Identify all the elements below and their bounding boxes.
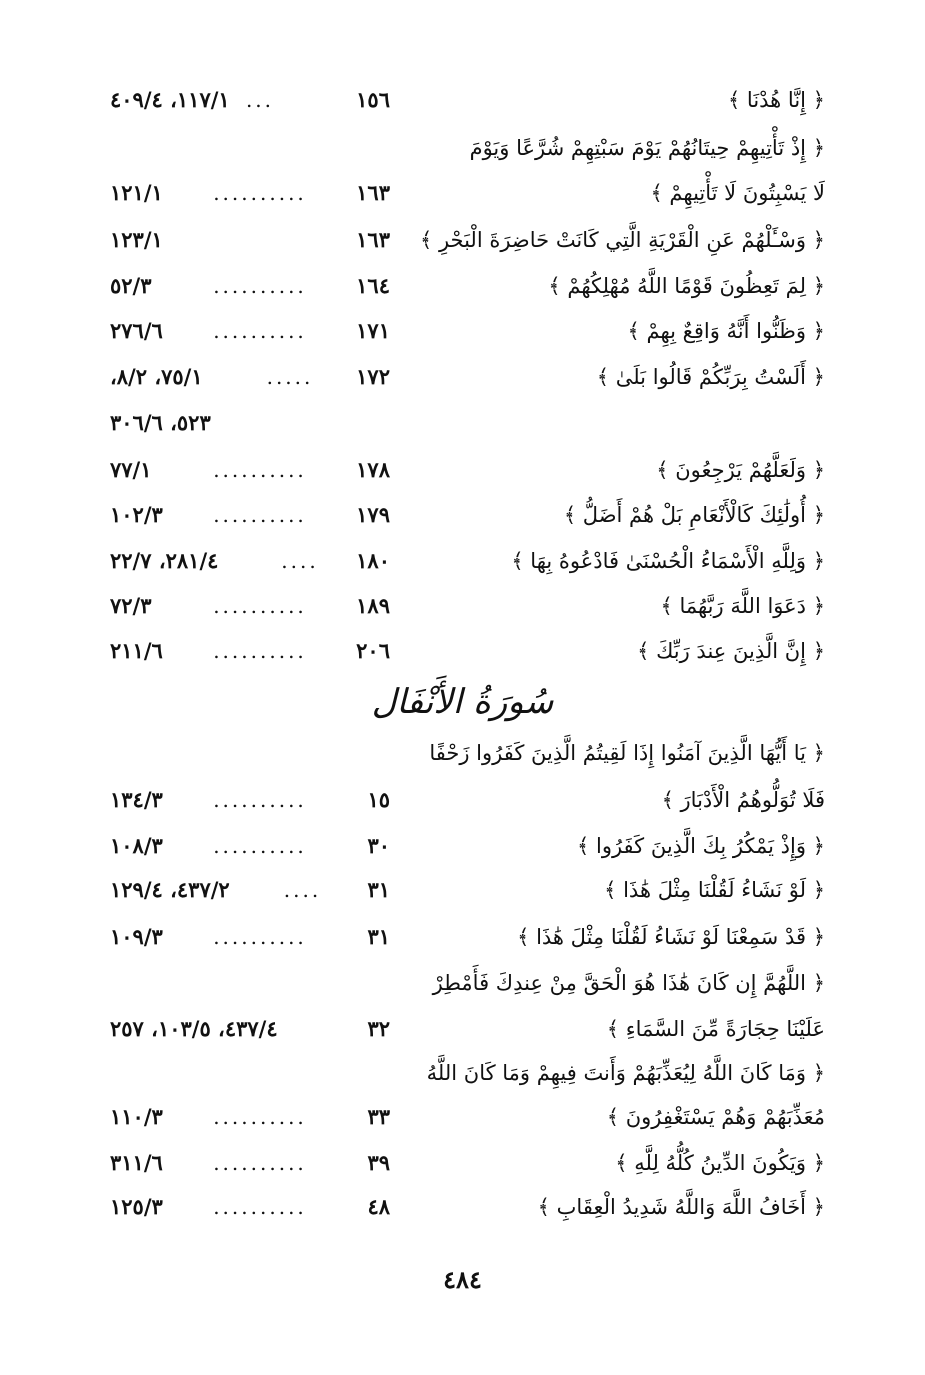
- volume-page-refs: ٥٢/٣: [110, 273, 152, 298]
- verse-text: ﴿ وَإِذْ يَمْكُرُ بِكَ الَّذِينَ كَفَرُوا ﴾: [577, 834, 825, 858]
- volume-page-refs: ٤٣٧/٤، ١٠٣/٥، ٢٥٧: [110, 1016, 278, 1041]
- volume-page-refs: ٧٢/٣: [110, 593, 152, 618]
- index-entry: [0, 357, 925, 397]
- index-entry: [0, 1097, 925, 1137]
- volume-page-refs: ١٢٥/٣: [110, 1194, 163, 1219]
- index-entry: [0, 780, 925, 820]
- index-entry: [0, 1187, 925, 1227]
- verse-text: لَا يَسْبِتُونَ لَا تَأْتِيهِمْ ﴾: [650, 181, 825, 205]
- index-entry: [0, 128, 925, 168]
- leader-dots: ..........: [213, 274, 307, 298]
- index-entry: [0, 266, 925, 306]
- verse-number: ٣٣: [367, 1104, 390, 1129]
- index-entry: [0, 450, 925, 490]
- index-entry: [0, 870, 925, 910]
- volume-page-refs: ١٢٣/١: [110, 227, 163, 252]
- verse-text: ﴿ إِذْ تَأْتِيهِمْ حِيتَانُهُمْ يَوْمَ سَبْتِهِمْ شُرَّعًا وَيَوْمَ: [469, 136, 825, 160]
- verse-number: ٣٢: [367, 1016, 390, 1041]
- verse-number: ١٦٤: [356, 273, 390, 298]
- leader-dots: ..........: [213, 503, 307, 527]
- leader-dots: ..........: [213, 181, 307, 205]
- leader-dots: ..........: [213, 834, 307, 858]
- index-entry: [0, 1143, 925, 1183]
- volume-page-refs: ١٠٩/٣: [110, 924, 163, 949]
- verse-text: فَلَا تُوَلُّوهُمُ الْأَدْبَارَ ﴾: [661, 788, 825, 812]
- verse-text: ﴿ إِنَّ الَّذِينَ عِندَ رَبِّكَ ﴾: [637, 639, 825, 663]
- verse-text: ﴿ وَسْـَٔلْهُمْ عَنِ الْقَرْيَةِ الَّتِي كَانَتْ حَاضِرَةَ الْبَحْرِ ﴾: [419, 228, 825, 252]
- verse-number: ١٦٣: [356, 227, 390, 252]
- verse-text: عَلَيْنَا حِجَارَةً مِّنَ السَّمَاءِ ﴾: [606, 1017, 825, 1041]
- volume-page-refs: ١٠٨/٣: [110, 833, 163, 858]
- verse-number: ١٧٨: [356, 457, 390, 482]
- volume-page-refs: ١٢١/١: [110, 180, 163, 205]
- verse-text: ﴿ وَمَا كَانَ اللَّهُ لِيُعَذِّبَهُمْ وَأَنتَ فِيهِمْ وَمَا كَانَ اللَّهُ: [426, 1061, 825, 1085]
- verse-number: ٣٩: [367, 1150, 390, 1175]
- index-entry: [0, 631, 925, 671]
- index-entry: [0, 173, 925, 213]
- leader-dots: ..........: [213, 594, 307, 618]
- verse-text: ﴿ يَا أَيُّهَا الَّذِينَ آمَنُوا إِذَا لَقِيتُمُ الَّذِينَ كَفَرُوا زَحْفًا: [429, 741, 825, 765]
- surah-heading: سُورَةُ الأَنْفَال: [371, 682, 554, 722]
- volume-page-refs: ١١٧/١، ٤٠٩/٤: [110, 87, 230, 112]
- leader-dots: ..........: [213, 925, 307, 949]
- index-entry: [0, 826, 925, 866]
- index-entry: [0, 311, 925, 351]
- leader-dots: ....: [283, 878, 322, 902]
- verse-text: ﴿ أُولَٰئِكَ كَالْأَنْعَامِ بَلْ هُمْ أَضَلُّ ﴾: [563, 503, 825, 527]
- verse-number: ١٦٣: [356, 180, 390, 205]
- verse-text: ﴿ دَعَوَا اللَّهَ رَبَّهُمَا ﴾: [660, 594, 825, 618]
- verse-text: ﴿ وَلِلَّهِ الْأَسْمَاءُ الْحُسْنَىٰ فَادْعُوهُ بِهَا ﴾: [511, 549, 825, 573]
- verse-text: ﴿ لَوْ نَشَاءُ لَقُلْنَا مِثْلَ هَٰذَا ﴾: [604, 878, 825, 902]
- verse-number: ٣١: [367, 924, 390, 949]
- volume-page-refs: ٢١١/٦: [110, 638, 163, 663]
- verse-text: ﴿ أَخَافُ اللَّهَ وَاللَّهُ شَدِيدُ الْعِقَابِ ﴾: [537, 1195, 825, 1219]
- volume-page-refs: ٢٨١/٤، ٢٢/٧: [110, 548, 219, 573]
- verse-number: ٣١: [367, 877, 390, 902]
- volume-page-refs: ٣١١/٦: [110, 1150, 163, 1175]
- verse-text: ﴿ لِمَ تَعِظُونَ قَوْمًا اللَّهُ مُهْلِكُهُمْ ﴾: [548, 274, 825, 298]
- verse-number: ١٨٩: [356, 593, 390, 618]
- volume-page-refs: ١١٠/٣: [110, 1104, 163, 1129]
- leader-dots: ..........: [213, 1151, 307, 1175]
- leader-dots: .....: [266, 365, 314, 389]
- volume-page-refs: ٢٧٦/٦: [110, 318, 163, 343]
- verse-number: ١٧٢: [356, 364, 390, 389]
- leader-dots: ..........: [213, 788, 307, 812]
- index-entry: [0, 1053, 925, 1093]
- verse-text: ﴿ اللَّهُمَّ إِن كَانَ هَٰذَا هُوَ الْحَقَّ مِنْ عِندِكَ فَأَمْطِرْ: [432, 971, 825, 995]
- index-entry: [0, 586, 925, 626]
- index-entry: [0, 541, 925, 581]
- volume-page-refs: ٥٢٣، ٣٠٦/٦: [110, 410, 211, 435]
- verse-text: ﴿ وَلَعَلَّهُمْ يَرْجِعُونَ ﴾: [656, 458, 825, 482]
- verse-text: ﴿ قَدْ سَمِعْنَا لَوْ نَشَاءُ لَقُلْنَا مِثْلَ هَٰذَا ﴾: [517, 925, 825, 949]
- leader-dots: ...: [245, 88, 275, 112]
- verse-text: ﴿ أَلَسْتُ بِرَبِّكُمْ قَالُوا بَلَىٰ ﴾: [596, 365, 825, 389]
- verse-number: ٢٠٦: [356, 638, 390, 663]
- index-entry: [0, 1009, 925, 1049]
- verse-number: ١٧٩: [356, 502, 390, 527]
- index-entry: [0, 495, 925, 535]
- volume-page-refs: ٧٧/١: [110, 457, 152, 482]
- leader-dots: ..........: [213, 1105, 307, 1129]
- volume-page-refs: ٤٣٧/٢، ١٢٩/٤: [110, 877, 230, 902]
- leader-dots: ..........: [213, 319, 307, 343]
- leader-dots: ..........: [213, 1195, 307, 1219]
- index-entry: [0, 963, 925, 1003]
- verse-text: ﴿ إِنَّا هُدْنَا ﴾: [727, 88, 825, 112]
- volume-page-refs: ١٠٢/٣: [110, 502, 163, 527]
- verse-number: ٣٠: [367, 833, 390, 858]
- volume-page-refs: ٧٥/١، ٨/٢،: [110, 364, 203, 389]
- index-entry: [0, 220, 925, 260]
- index-entry: [0, 80, 925, 120]
- volume-page-refs: ١٣٤/٣: [110, 787, 163, 812]
- verse-number: ٤٨: [367, 1194, 390, 1219]
- index-entry: [0, 733, 925, 773]
- verse-text: ﴿ وَيَكُونَ الدِّينُ كُلُّهُ لِلَّهِ ﴾: [615, 1151, 825, 1175]
- leader-dots: ..........: [213, 639, 307, 663]
- verse-number: ١٨٠: [356, 548, 390, 573]
- page-number: ٤٨٤: [443, 1265, 482, 1294]
- verse-number: ١٥: [367, 787, 390, 812]
- verse-number: ١٧١: [356, 318, 390, 343]
- verse-number: ١٥٦: [356, 87, 390, 112]
- leader-dots: ....: [281, 549, 319, 573]
- leader-dots: ..........: [213, 458, 307, 482]
- verse-text: ﴿ وَظَنُّوا أَنَّهُ وَاقِعٌ بِهِمْ ﴾: [627, 319, 825, 343]
- index-entry-continuation: [0, 403, 925, 443]
- verse-text: مُعَذِّبَهُمْ وَهُمْ يَسْتَغْفِرُونَ ﴾: [606, 1105, 825, 1129]
- index-entry: [0, 917, 925, 957]
